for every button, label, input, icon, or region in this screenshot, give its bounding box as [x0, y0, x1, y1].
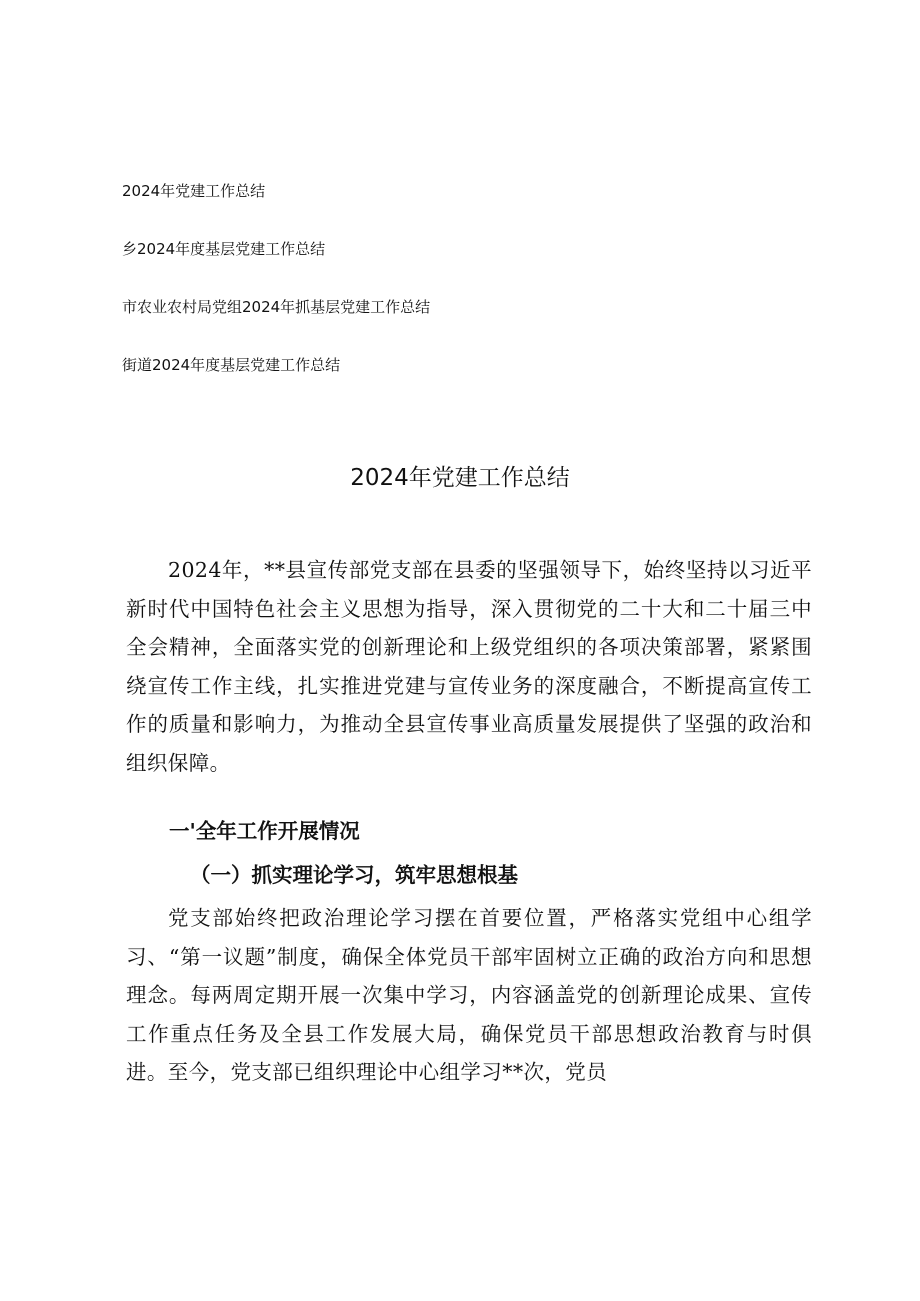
toc-item: 2024年党建工作总结	[122, 182, 266, 200]
toc-item: 街道2024年度基层党建工作总结	[122, 356, 341, 374]
toc-item: 市农业农村局党组2024年抓基层党建工作总结	[122, 298, 431, 316]
intro-paragraph: 2024年，**县宣传部党支部在县委的坚强领导下，始终坚持以习近平新时代中国特色社会主义思想为指导，深入贯彻党的二十大和二十届三中全会精神，全面落实党的创新理论和上级党组织的各项决策部署，紧紧围绕宣传工作主线，扎实推进党建与宣传业务的深度融合，不断提高宣传工作的质量和影响力，为推动全县宣传事业高质量发展提供了坚强的政治和组织保障。	[126, 558, 812, 775]
subsection-heading: （一）抓实理论学习，筑牢思想根基	[190, 863, 518, 887]
section-heading: 一'全年工作开展情况	[169, 819, 360, 843]
toc-item: 乡2024年度基层党建工作总结	[122, 240, 326, 258]
subsection-paragraph: 党支部始终把政治理论学习摆在首要位置，严格落实党组中心组学习、“第一议题”制度，确保全体党员干部牢固树立正确的政治方向和思想理念。每两周定期开展一次集中学习，内容涵盖党的创新理论成果、宣传工作重点任务及全县工作发展大局，确保党员干部思想政治教育与时俱进。至今，党支部已组织理论中心组学习**次，党员	[126, 906, 812, 1084]
document-title: 2024年党建工作总结	[350, 465, 570, 491]
table-of-contents	[122, 180, 430, 412]
